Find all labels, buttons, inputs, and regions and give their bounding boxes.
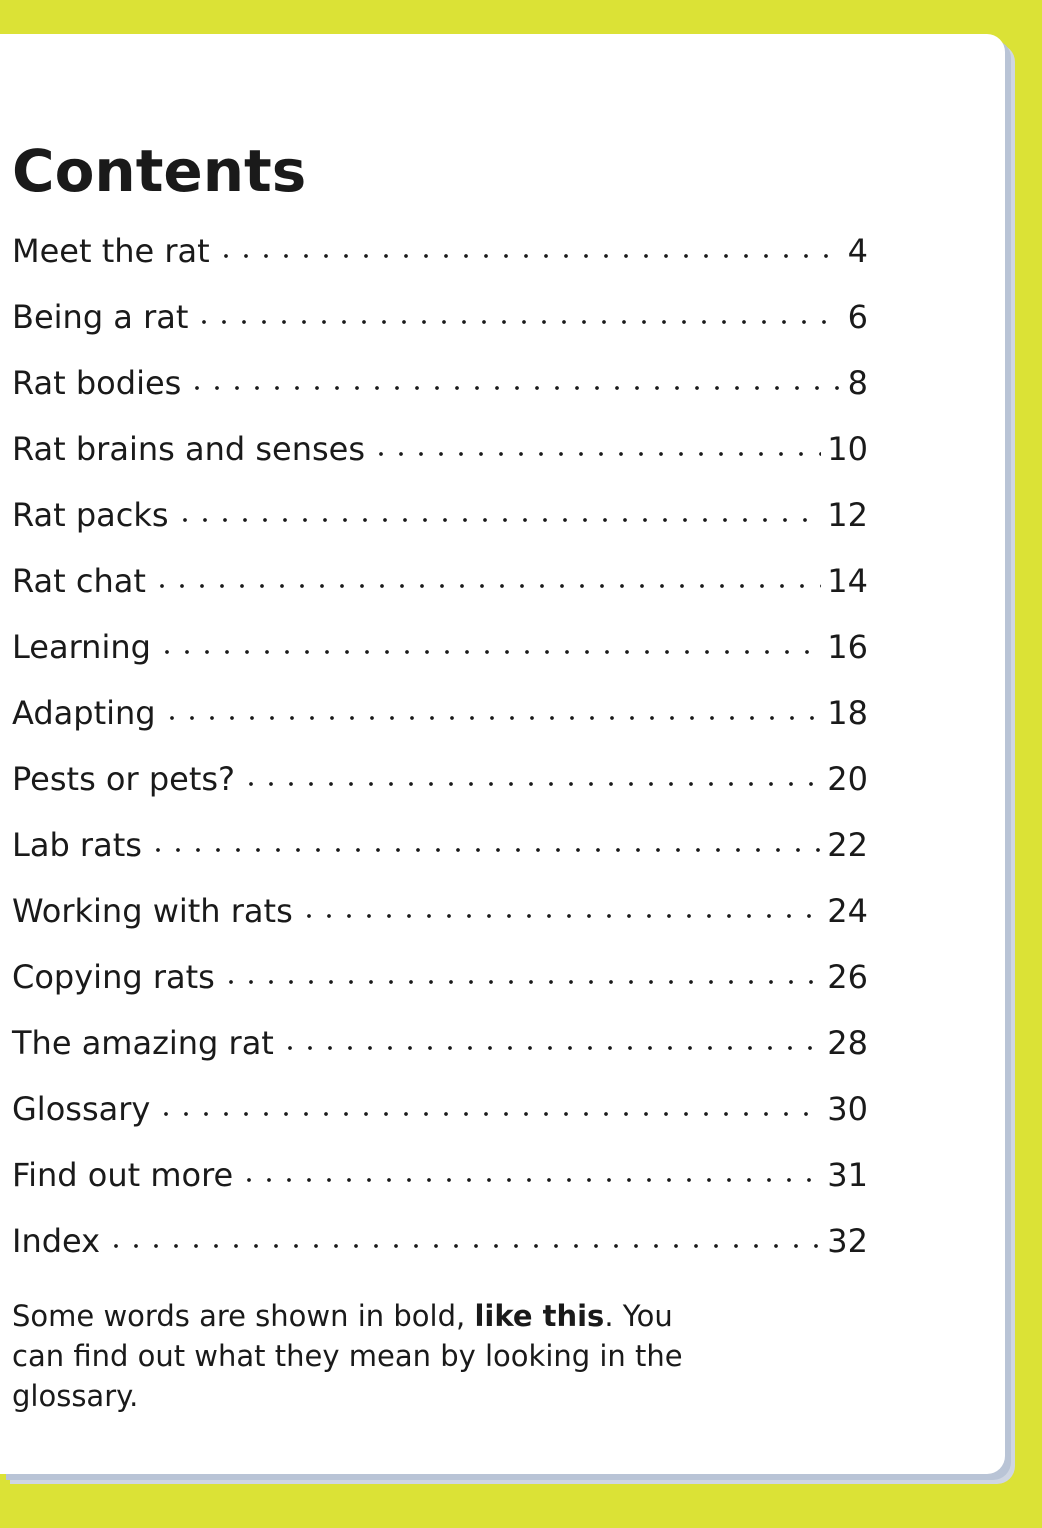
contents-entry-label: Glossary [12,1090,151,1128]
contents-entry-learning[interactable] [12,614,868,680]
dot-leader [162,716,822,720]
contents-entry-label: Rat brains and senses [12,430,365,468]
page-title: Contents [12,137,307,205]
glossary-note-bold-example: like this [474,1299,605,1333]
contents-entry-label: Index [12,1222,101,1260]
contents-entry-page-number: 32 [827,1222,868,1260]
dot-leader [106,1244,821,1248]
dot-leader [156,1112,821,1116]
contents-entry-label: Learning [12,628,151,666]
contents-entry-label: The amazing rat [12,1024,274,1062]
dot-leader [216,254,840,258]
dot-leader [221,980,821,984]
contents-entry-label: Adapting [12,694,156,732]
dot-leader [148,848,821,852]
glossary-note-text-start: Some words are shown in bold, [12,1299,475,1333]
contents-entry-page-number: 28 [827,1024,868,1062]
contents-entry-find-out-more[interactable] [12,1142,868,1208]
contents-entry-page-number: 22 [827,826,868,864]
contents-entry-page-number: 26 [827,958,868,996]
contents-entry-page-number: 24 [827,892,868,930]
contents-entry-label: Lab rats [12,826,142,864]
dot-leader [239,1178,821,1182]
contents-entry-page-number: 14 [827,562,868,600]
dot-leader [371,452,821,456]
dot-leader [175,518,822,522]
contents-entry-page-number: 16 [827,628,868,666]
contents-entry-page-number: 6 [847,298,868,336]
contents-entry-page-number: 31 [827,1156,868,1194]
contents-entry-label: Find out more [12,1156,234,1194]
contents-entry-copying-rats[interactable] [12,944,868,1010]
contents-entry-rat-chat[interactable] [12,548,868,614]
contents-entry-label: Rat chat [12,562,146,600]
contents-entry-label: Copying rats [12,958,215,996]
contents-entry-page-number: 30 [827,1090,868,1128]
contents-entry-page-number: 4 [847,232,868,270]
dot-leader [299,914,822,918]
contents-entry-rat-packs[interactable] [12,482,868,548]
contents-entry-lab-rats[interactable] [12,812,868,878]
contents-entry-label: Rat bodies [12,364,182,402]
contents-entry-page-number: 10 [827,430,868,468]
contents-entry-page-number: 8 [847,364,868,402]
dot-leader [152,584,821,588]
glossary-note-text-end: . You can find out what they mean by looking in the glossary. [12,1299,683,1413]
contents-entry-label: Working with rats [12,892,293,930]
contents-entry-adapting[interactable] [12,680,868,746]
contents-entry-label: Rat packs [12,496,169,534]
contents-entry-page-number: 20 [827,760,868,798]
contents-entry-label: Meet the rat [12,232,210,270]
dot-leader [157,650,821,654]
glossary-note [12,1296,732,1416]
contents-entry-rat-brains-and-senses[interactable] [12,416,868,482]
contents-entry-label: Being a rat [12,298,189,336]
contents-entry-rat-bodies[interactable] [12,350,868,416]
dot-leader [241,782,821,786]
dot-leader [280,1046,821,1050]
contents-list [12,218,868,1274]
contents-entry-being-a-rat[interactable] [12,284,868,350]
contents-entry-page-number: 18 [827,694,868,732]
contents-entry-index[interactable] [12,1208,868,1274]
contents-entry-working-with-rats[interactable] [12,878,868,944]
contents-entry-meet-the-rat[interactable] [12,218,868,284]
dot-leader [187,386,840,390]
contents-entry-the-amazing-rat[interactable] [12,1010,868,1076]
contents-entry-label: Pests or pets? [12,760,236,798]
page-sheet [0,34,1005,1474]
contents-entry-pests-or-pets[interactable] [12,746,868,812]
contents-entry-glossary[interactable] [12,1076,868,1142]
dot-leader [194,320,840,324]
contents-entry-page-number: 12 [827,496,868,534]
